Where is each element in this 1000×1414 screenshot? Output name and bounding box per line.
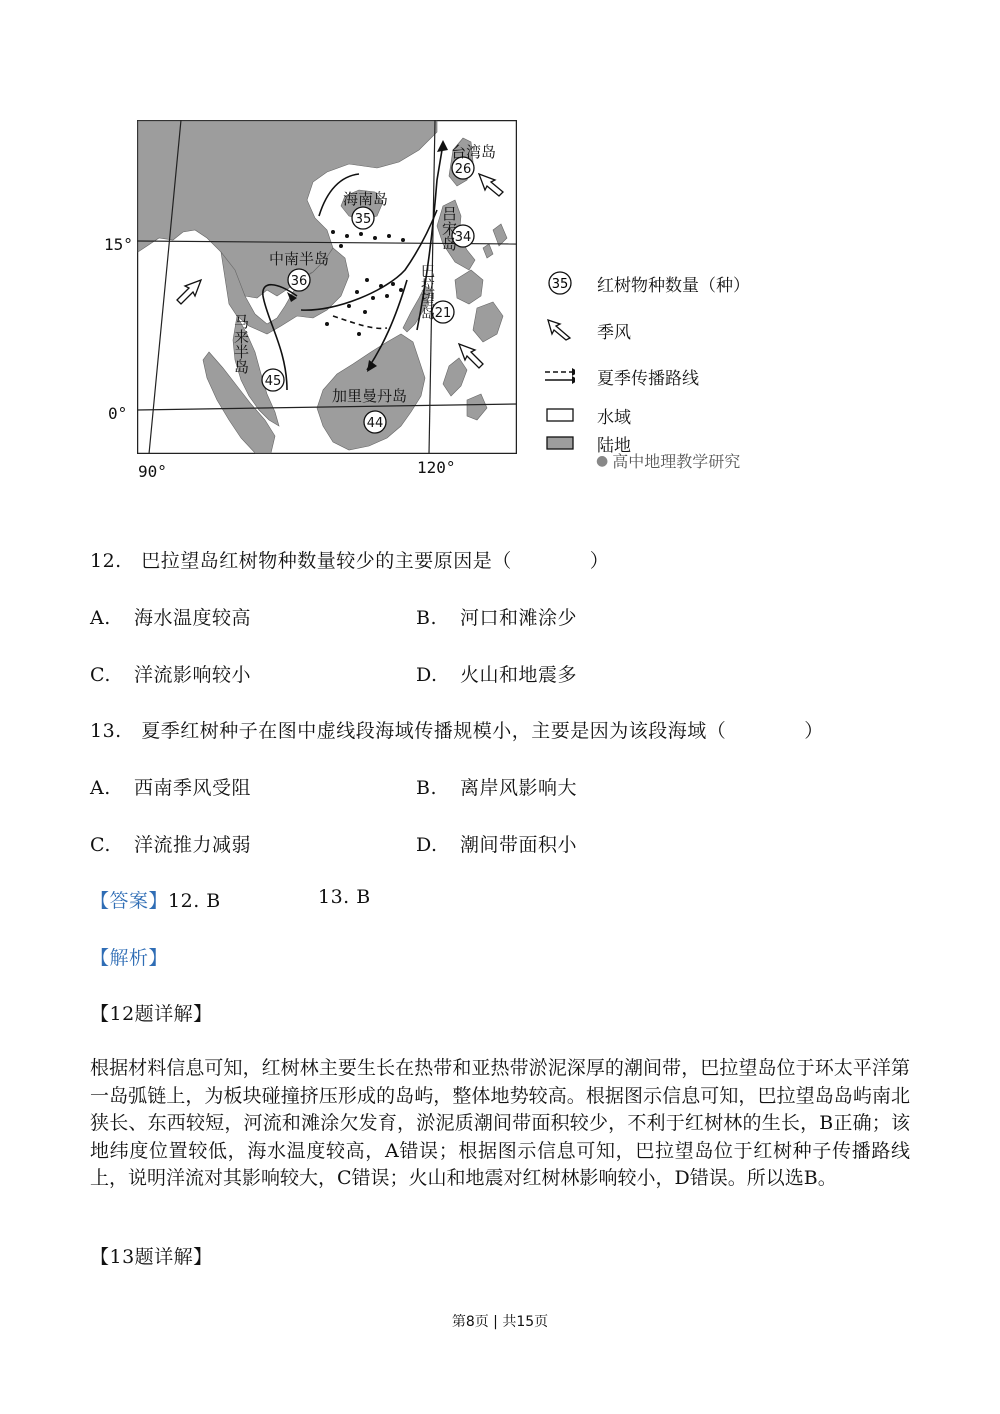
legend-item-land: 陆地	[545, 428, 631, 458]
q12-option-b: B. 河口和滩涂少	[416, 607, 578, 629]
count-hainan: 35	[354, 212, 372, 227]
label-malay: 马来半岛	[232, 314, 250, 374]
q12-option-c: C. 洋流影响较小	[90, 664, 252, 686]
q13-option-b: B. 离岸风影响大	[416, 777, 578, 799]
count-palawan: 21	[434, 306, 452, 321]
q12-option-d: D. 火山和地震多	[416, 664, 578, 686]
count-malay: 45	[264, 374, 282, 389]
question-12-stem: 12. 巴拉望岛红树物种数量较少的主要原因是（ ）	[90, 550, 610, 572]
map-svg	[137, 120, 517, 454]
lat-label-0: 0°	[108, 404, 128, 423]
lon-label-120: 120°	[417, 458, 456, 477]
question-13-stem: 13. 夏季红树种子在图中虚线段海域传播规模小，主要是因为该段海域（ ）	[90, 720, 824, 742]
label-kalimantan: 加里曼丹岛	[332, 387, 408, 405]
answer-13: 13. B	[318, 886, 371, 908]
label-philippines: 吕宋岛	[440, 206, 458, 251]
legend-item-count: 35 红树物种数量（种）	[545, 268, 750, 298]
q12-option-a: A. 海水温度较高	[90, 607, 252, 629]
label-indochina: 中南半岛	[269, 250, 330, 268]
monsoon-arrow-icon	[545, 319, 575, 341]
answer-label: 【答案】	[90, 890, 169, 912]
map-figure	[137, 120, 517, 454]
answer-12: 12. B	[168, 890, 221, 912]
water-swatch-icon	[545, 404, 575, 426]
watermark: ● 高中地理教学研究	[596, 452, 741, 471]
detail-12-label: 【12题详解】	[90, 1003, 213, 1025]
analysis-label: 【解析】	[90, 947, 169, 969]
count-indochina: 36	[290, 274, 308, 289]
wechat-icon: ●	[596, 452, 609, 469]
count-circle-icon	[545, 272, 575, 294]
lon-label-90: 90°	[138, 462, 167, 481]
label-palawan: 巴拉望岛	[419, 264, 435, 320]
detail-12-text: 根据材料信息可知，红树林主要生长在热带和亚热带淤泥深厚的潮间带，巴拉望岛位于环太平洋第一岛弧链上，为板块碰撞挤压形成的岛屿，整体地势较高。根据图示信息可知，巴拉望岛岛屿南北狭长、东西较短，河流和滩涂欠发育，淤泥质潮间带面积较少，不利于红树林的生长，B正确；该地纬度位置较低，海水温度较高，A错误；根据图示信息可知，巴拉望岛位于红树种子传播路线上，说明洋流对其影响较大，C错误；火山和地震对红树林影响较小，D错误。所以选B。	[90, 1057, 910, 1189]
legend-item-route: 夏季传播路线	[545, 361, 699, 391]
land-swatch-icon	[545, 432, 575, 454]
page-footer: 第8页 | 共15页	[451, 1314, 549, 1330]
lat-label-15: 15°	[104, 235, 133, 254]
svg-text:35: 35	[551, 277, 569, 292]
route-arrows-icon	[545, 365, 575, 387]
legend-item-monsoon: 季风	[545, 315, 631, 345]
count-kalimantan: 44	[366, 416, 384, 431]
count-taiwan: 26	[454, 162, 472, 177]
answer-line	[90, 886, 221, 913]
q13-option-a: A. 西南季风受阻	[90, 777, 252, 799]
q13-option-c: C. 洋流推力减弱	[90, 834, 252, 856]
label-taiwan: 台湾岛	[451, 143, 497, 161]
count-luzon: 34	[454, 230, 472, 245]
detail-13-label: 【13题详解】	[90, 1246, 213, 1268]
legend-item-water: 水域	[545, 400, 631, 430]
q13-option-d: D. 潮间带面积小	[416, 834, 578, 856]
label-hainan: 海南岛	[343, 190, 389, 208]
